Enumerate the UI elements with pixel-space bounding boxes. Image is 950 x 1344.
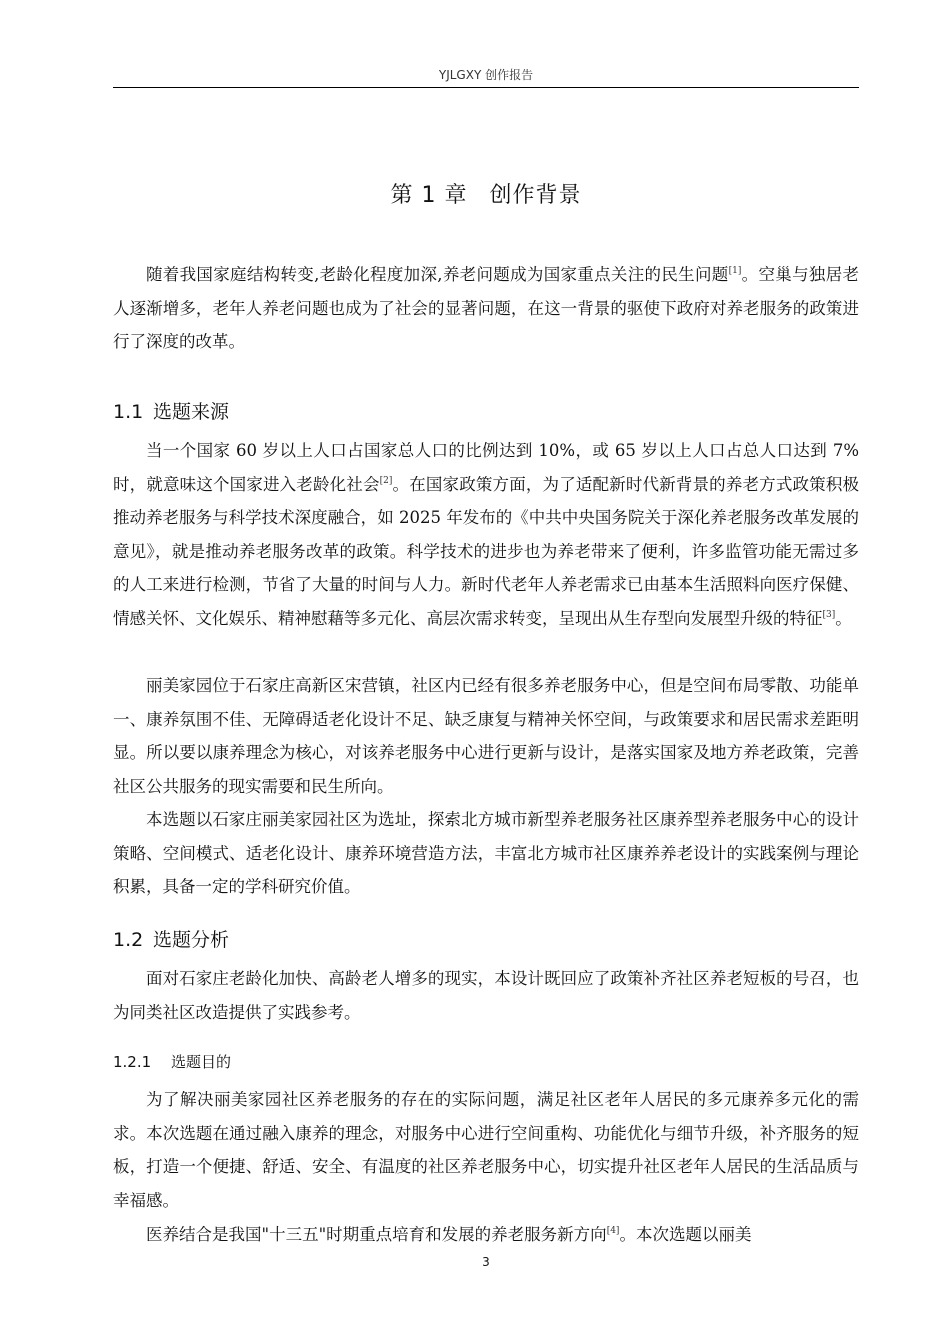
- intro-text: 随着我国家庭结构转变,老龄化程度加深,养老问题成为国家重点关注的民生问题: [146, 265, 729, 284]
- intro-paragraph: [113, 258, 859, 359]
- paragraph-1-1-2: 丽美家园位于石家庄高新区宋营镇，社区内已经有很多养老服务中心，但是空间布局零散、功能单一、康养氛围不佳、无障碍适老化设计不足、缺乏康复与精神关怀空间，与政策要求和居民需求差距明显。所以要以康养理念为核心，对该养老服务中心进行更新与设计，是落实国家及地方养老政策，完善社区公共服务的现实需要和民生所向。: [113, 676, 859, 796]
- section-title: 选题分析: [153, 929, 230, 951]
- paragraph-text-end: 。: [835, 608, 852, 628]
- paragraph-1-1-3: 本选题以石家庄丽美家园社区为选址，探索北方城市新型养老服务社区康养型养老服务中心的设计策略、空间模式、适老化设计、康养环境营造方法，丰富北方城市社区康养养老设计的实践案例与理论积累，具备一定的学科研究价值。: [113, 810, 859, 897]
- subsection-title: 选题目的: [171, 1053, 232, 1071]
- paragraph-text-cont: 。在国家政策方面，为了适配新时代新背景的养老方式政策积极推动养老服务与科学技术深度融合，如 2025 年发布的《中共中央国务院关于深化养老服务改革发展的意见》，就是推动养老服务改革的政策。科学技术的进步也为养老带来了便利，许多监管功能无需过多的人工来进行检测，节省了大量的时间与人力。新时代老年人养老需求已由基本生活照料向医疗保健、情感关怀、文化娱乐、精神慰藉等多元化、高层次需求转变，呈现出从生存型向发展型升级的特征: [113, 474, 860, 628]
- citation: [4]: [606, 1226, 620, 1236]
- citation: [1]: [728, 266, 742, 276]
- chapter-number: 第 1 章: [390, 183, 468, 208]
- section-number: 1.1: [113, 401, 144, 423]
- section-title: 选题来源: [153, 401, 230, 423]
- section-heading-1-1: [113, 397, 229, 424]
- paragraph-1-2-1: 面对石家庄老龄化加快、高龄老人增多的现实，本设计既回应了政策补齐社区养老短板的号召，也为同类社区改造提供了实践参考。: [113, 969, 859, 1022]
- running-header: YJLGXY 创作报告: [438, 68, 534, 82]
- page-number: 3: [482, 1255, 490, 1269]
- paragraph-1-2-1-2: [113, 1218, 859, 1252]
- paragraph-1-1-1: [113, 434, 859, 636]
- intro-text-cont: 。空巢与独居老人逐渐增多，老年人养老问题也成为了社会的显著问题，在这一背景的驱使下政府对养老服务的政策进行了深度的改革。: [113, 265, 860, 352]
- paragraph-text: 医养结合是我国"十三五"时期重点培育和发展的养老服务新方向: [146, 1225, 607, 1244]
- subsection-number: 1.2.1: [113, 1053, 152, 1071]
- header-rule: [113, 87, 859, 88]
- paragraph-1-2-1-1: 为了解决丽美家园社区养老服务的存在的实际问题，满足社区老年人居民的多元康养多元化的需求。本次选题在通过融入康养的理念，对服务中心进行空间重构、功能优化与细节升级，补齐服务的短板，打造一个便捷、舒适、安全、有温度的社区养老服务中心，切实提升社区老年人居民的生活品质与幸福感。: [113, 1090, 859, 1210]
- chapter-name: 创作背景: [489, 183, 582, 208]
- section-number: 1.2: [113, 929, 144, 951]
- section-heading-1-2: [113, 925, 229, 952]
- citation: [2]: [379, 475, 393, 486]
- paragraph-text: 当一个国家 60 岁以上人口占国家总人口的比例达到 10%，或 65 岁以上人口占总人口达到 7%时，就意味这个国家进入老龄化社会: [113, 441, 859, 494]
- subsection-heading-1-2-1: [113, 1051, 231, 1072]
- chapter-title: [113, 178, 859, 209]
- citation: [3]: [822, 609, 836, 620]
- paragraph-text-cont: 。本次选题以丽美: [619, 1225, 752, 1244]
